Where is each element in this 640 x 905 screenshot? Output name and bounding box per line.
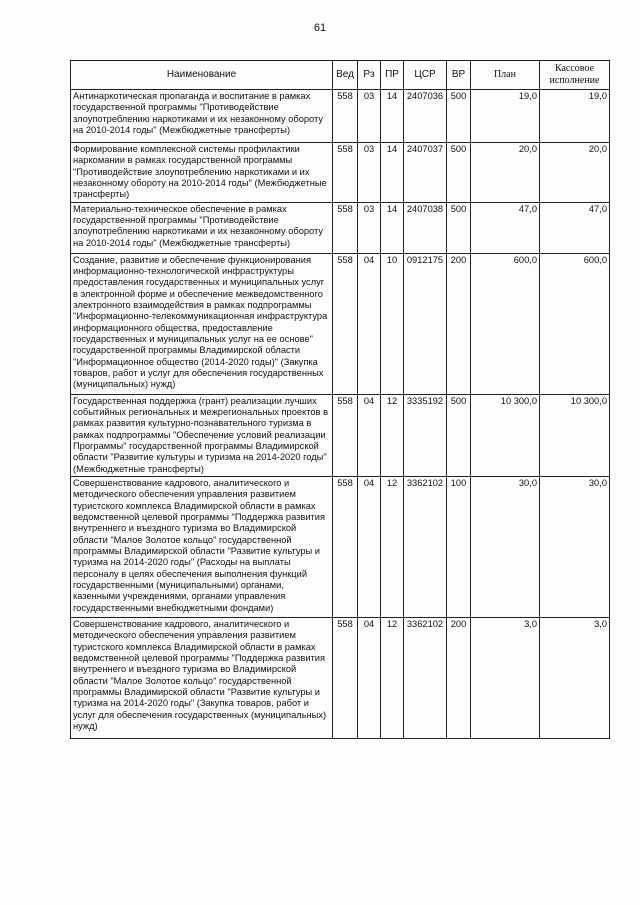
header-vr: ВР <box>447 61 471 90</box>
cell-kass: 30,0 <box>540 476 610 617</box>
cell-csr: 3335192 <box>404 394 447 476</box>
cell-vr: 200 <box>447 253 471 394</box>
header-rz: Рз <box>358 61 381 90</box>
cell-pr: 12 <box>381 617 404 738</box>
budget-table <box>70 60 610 739</box>
cell-pr: 10 <box>381 253 404 394</box>
cell-plan: 30,0 <box>471 476 540 617</box>
cell-rz: 03 <box>358 143 381 203</box>
header-kass: Кассовое исполнение <box>540 61 610 90</box>
table-header-row <box>71 61 610 90</box>
table-row <box>71 90 610 143</box>
cell-ved: 558 <box>333 143 358 203</box>
table-row <box>71 202 610 253</box>
table-row <box>71 476 610 617</box>
cell-name: Создание, развитие и обеспечение функционирования информационно-технологической инфраструктуры предоставления государственных и муниципальных услуг в электронной форме и обеспечение межведомственного электронного взаимодействия в рамках подпрограммы "Информационно-телекоммуникационная инфраструктура информационного общества, предоставление государственных и муниципальных услуг на ее основе" государственной программы Владимирской области "Информационное общество (2014-2020 годы)" (Закупка товаров, работ и услуг для обеспечения государственных (муниципальных) нужд) <box>71 253 333 394</box>
cell-csr: 2407036 <box>404 90 447 143</box>
cell-vr: 100 <box>447 476 471 617</box>
cell-name: Совершенствование кадрового, аналитического и методического обеспечения управления развитием туристского комплекса Владимирской области в рамках ведомственной целевой программы "Поддержка развития внутреннего и въездного туризма во Владимирской области "Малое Золотое кольцо" государственной программы Владимирской области "Развитие культуры и туризма на 2014-2020 годы" (Расходы на выплаты персоналу в целях обеспечения выполнения функций государственными (муниципальными) органами, казенными учреждениями, органами управления государственными внебюджетными фондами) <box>71 476 333 617</box>
cell-kass: 20,0 <box>540 143 610 203</box>
cell-name: Государственная поддержка (грант) реализации лучших событийных региональных и межрегиональных проектов в рамках развития культурно-познавательного туризма в рамках подпрограммы "Обеспечение условий реализации Программы" государственной программы Владимирской области "Развитие культуры и туризма на 2014-2020 годы" (Межбюджетные трансферты) <box>71 394 333 476</box>
cell-kass: 600,0 <box>540 253 610 394</box>
cell-csr: 2407037 <box>404 143 447 203</box>
cell-pr: 14 <box>381 202 404 253</box>
cell-plan: 3,0 <box>471 617 540 738</box>
cell-csr: 3362102 <box>404 617 447 738</box>
header-ved: Вед <box>333 61 358 90</box>
table-row <box>71 253 610 394</box>
cell-rz: 04 <box>358 394 381 476</box>
cell-kass: 10 300,0 <box>540 394 610 476</box>
cell-kass: 47,0 <box>540 202 610 253</box>
cell-ved: 558 <box>333 202 358 253</box>
cell-rz: 04 <box>358 617 381 738</box>
cell-kass: 19,0 <box>540 90 610 143</box>
cell-ved: 558 <box>333 476 358 617</box>
header-pr: ПР <box>381 61 404 90</box>
cell-vr: 200 <box>447 617 471 738</box>
cell-pr: 12 <box>381 394 404 476</box>
table-row <box>71 617 610 738</box>
cell-ved: 558 <box>333 253 358 394</box>
cell-kass: 3,0 <box>540 617 610 738</box>
cell-vr: 500 <box>447 143 471 203</box>
cell-pr: 14 <box>381 90 404 143</box>
cell-rz: 04 <box>358 253 381 394</box>
cell-name: Материально-техническое обеспечение в рамках государственной программы "Противодействие злоупотреблению наркотиками и их незаконному обороту на 2010-2014 годы" (Межбюджетные трансферты) <box>71 202 333 253</box>
header-name: Наименование <box>71 61 333 90</box>
cell-name: Формирование комплексной системы профилактики наркомании в рамках государственной программы "Противодействие злоупотреблению наркотиками и их незаконному обороту на 2010-2014 годы" (Межбюджетные трансферты) <box>71 143 333 203</box>
page-number: 61 <box>313 22 327 34</box>
header-csr: ЦСР <box>404 61 447 90</box>
cell-vr: 500 <box>447 90 471 143</box>
cell-plan: 10 300,0 <box>471 394 540 476</box>
cell-csr: 0912175 <box>404 253 447 394</box>
cell-plan: 20,0 <box>471 143 540 203</box>
cell-csr: 3362102 <box>404 476 447 617</box>
table-row <box>71 143 610 203</box>
cell-ved: 558 <box>333 394 358 476</box>
cell-plan: 600,0 <box>471 253 540 394</box>
cell-csr: 2407038 <box>404 202 447 253</box>
cell-name: Совершенствование кадрового, аналитического и методического обеспечения управления развитием туристского комплекса Владимирской области в рамках ведомственной целевой программы "Поддержка развития внутреннего и въездного туризма во Владимирской области "Малое Золотое кольцо" государственной программы Владимирской области "Развитие культуры и туризма на 2014-2020 годы" (Закупка товаров, работ и услуг для обеспечения государственных (муниципальных) нужд) <box>71 617 333 738</box>
cell-plan: 19,0 <box>471 90 540 143</box>
cell-vr: 500 <box>447 202 471 253</box>
cell-plan: 47,0 <box>471 202 540 253</box>
cell-ved: 558 <box>333 617 358 738</box>
header-plan: План <box>471 61 540 90</box>
cell-rz: 03 <box>358 90 381 143</box>
cell-rz: 04 <box>358 476 381 617</box>
table-row <box>71 394 610 476</box>
cell-name: Антинаркотическая пропаганда и воспитание в рамках государственной программы "Противодействие злоупотреблению наркотиками и их незаконному обороту на 2010-2014 годы" (Межбюджетные трансферты) <box>71 90 333 143</box>
cell-ved: 558 <box>333 90 358 143</box>
cell-pr: 14 <box>381 143 404 203</box>
cell-vr: 500 <box>447 394 471 476</box>
cell-pr: 12 <box>381 476 404 617</box>
cell-rz: 03 <box>358 202 381 253</box>
